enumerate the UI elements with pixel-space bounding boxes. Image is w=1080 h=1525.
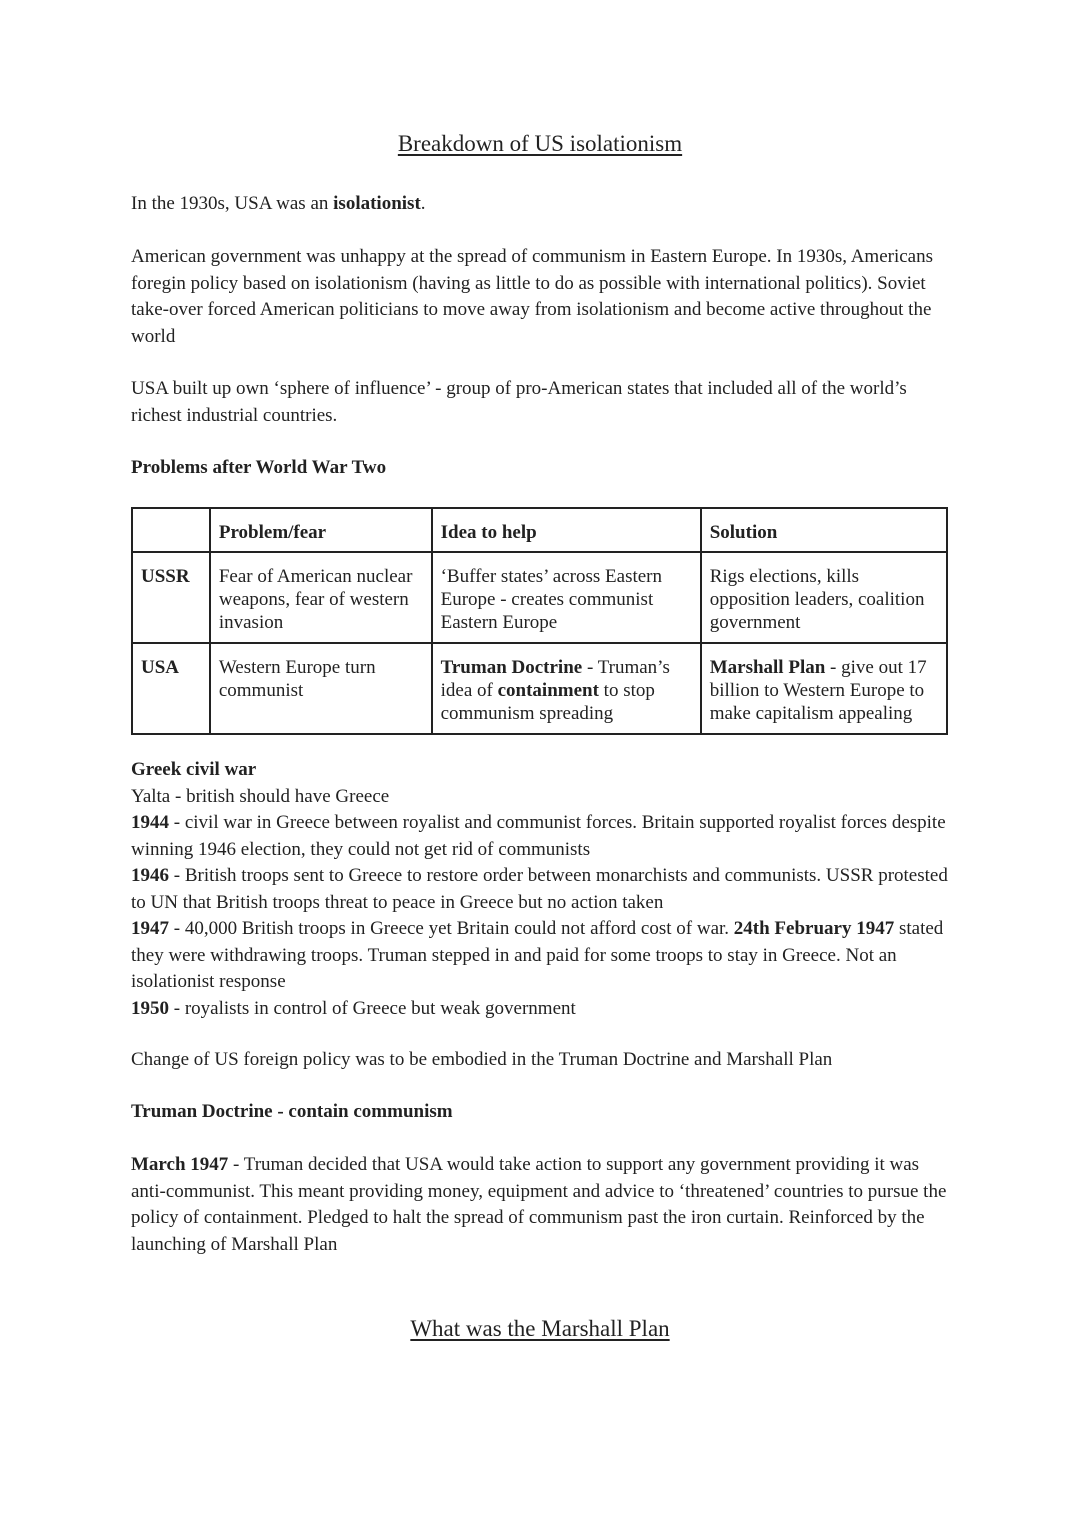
event-1950-text: - royalists in control of Greece but weak government: [169, 997, 576, 1019]
greek-yalta: Yalta - british should have Greece: [131, 785, 390, 807]
year-1946: 1946: [131, 865, 169, 886]
march-1947-paragraph: [131, 1152, 949, 1258]
table-row-ussr: [132, 552, 947, 643]
usa-problem: Western Europe turn communist: [210, 643, 432, 734]
greek-event-1946: [131, 863, 949, 916]
year-1944: 1944: [131, 812, 169, 833]
problems-table: [131, 507, 948, 735]
march-1947-date: March 1947: [131, 1154, 229, 1175]
greek-event-1947: [131, 916, 949, 996]
date-24th-february-1947: 24th February 1947: [733, 918, 895, 939]
truman-heading-text: Truman Doctrine - contain communism: [131, 1101, 453, 1122]
march-1947-text: - Truman decided that USA would take action to support any government providing it was anti-communist. This meant providing money, equipment and advice to ‘threatened’ countries to pursue the policy of containment. Pledged to halt the spread of communism past the iron curtain. Reinforced by the launching of Marshall Plan: [131, 1154, 947, 1255]
greek-civil-war-section: [131, 757, 949, 1022]
american-government-paragraph: American government was unhappy at the spread of communism in Eastern Europe. In 1930s, Americans foregin policy based on isolationism (having as little to do as possible with international politics). Soviet take-over forced American politicians to move away from isolationism and become active throughout the world: [131, 246, 934, 347]
usa-idea: [432, 643, 701, 734]
usa-idea-truman-doctrine: Truman Doctrine: [440, 657, 583, 678]
page-title: Breakdown of US isolationism: [397, 131, 683, 156]
greek-event-1950: [131, 996, 949, 1023]
event-1947-text-2: stated they were withdrawing troops. Truman stepped in and paid for some troops to stay in Greece. Not an isolationist response: [131, 918, 944, 992]
usa-idea-text: - Truman’s idea of: [440, 657, 670, 701]
greek-event-1944: [131, 810, 949, 863]
usa-idea-containment: containment: [497, 680, 599, 701]
intro-prefix: In the 1930s, USA was an: [131, 193, 334, 214]
usa-idea-text-end: to stop communism spreading: [440, 680, 655, 724]
usa-solution-marshall-plan: Marshall Plan: [709, 657, 826, 678]
table-header-idea: Idea to help: [432, 508, 701, 552]
greek-heading-text: Greek civil war: [131, 759, 257, 780]
table-header-solution: Solution: [701, 508, 947, 552]
ussr-idea: ‘Buffer states’ across Eastern Europe - creates communist Eastern Europe: [432, 552, 701, 643]
intro-paragraph: [131, 191, 949, 218]
table-header-problem: Problem/fear: [210, 508, 432, 552]
change-policy-paragraph: Change of US foreign policy was to be embodied in the Truman Doctrine and Marshall Plan: [131, 1049, 833, 1070]
greek-heading: [131, 757, 949, 784]
problems-heading: [131, 455, 949, 482]
year-1950: 1950: [131, 997, 169, 1019]
problems-heading-text: Problems after World War Two: [131, 457, 387, 478]
ussr-problem: Fear of American nuclear weapons, fear of western invasion: [210, 552, 432, 643]
row-label-ussr: USSR: [132, 552, 210, 643]
year-1947: 1947: [131, 918, 169, 939]
event-1944-text: - civil war in Greece between royalist and communist forces. Britain supported royalist forces despite winning 1946 election, they could not get rid of communists: [131, 812, 946, 860]
sphere-of-influence-paragraph: USA built up own ‘sphere of influence’ - group of pro-American states that included all of the world’s richest industrial countries.: [131, 378, 907, 426]
event-1946-text: - British troops sent to Greece to restore order between monarchists and communists. USSR protested to UN that British troops threat to peace in Greece but no action taken: [131, 865, 948, 913]
ussr-solution: Rigs elections, kills opposition leaders, coalition government: [701, 552, 947, 643]
intro-suffix: .: [420, 193, 426, 214]
row-label-usa: USA: [132, 643, 210, 734]
table-header-empty: [132, 508, 210, 552]
usa-solution: [701, 643, 947, 734]
intro-bold-term: isolationist: [333, 193, 421, 214]
marshall-plan-title: What was the Marshall Plan: [410, 1316, 670, 1341]
usa-solution-text: - give out 17 billion to Western Europe to make capitalism appealing: [709, 657, 927, 724]
truman-doctrine-heading: [131, 1099, 949, 1126]
table-row-usa: [132, 643, 947, 734]
event-1947-text: - 40,000 British troops in Greece yet Britain could not afford cost of war.: [169, 918, 734, 939]
table-header-row: [132, 508, 947, 552]
